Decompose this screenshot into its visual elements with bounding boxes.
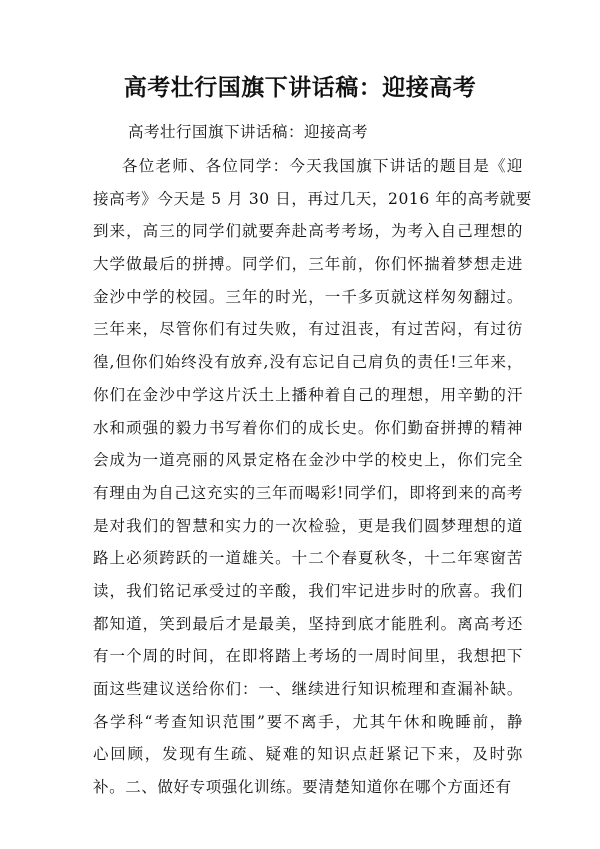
body-line: 补。二、做好专项强化训练。要清楚知道你在哪个方面还有	[93, 778, 512, 797]
body-line: 金沙中学的校园。三年的时光，一千多页就这样匆匆翻过。	[93, 287, 523, 306]
body-line: 各位老师、各位同学：今天我国旗下讲话的题目是《迎	[122, 157, 523, 175]
body-line: 会成为一道亮丽的风景定格在金沙中学的校史上，你们完全	[93, 451, 523, 470]
body-line: 读，我们铭记承受过的辛酸，我们牢记进步时的欣喜。我们	[93, 581, 523, 600]
body-line: 是对我们的智慧和实力的一次检验，更是我们圆梦理想的道	[93, 516, 523, 535]
body-line: 心回顾，发现有生疏、疑难的知识点赶紧记下来，及时弥	[93, 745, 523, 764]
body-line: 有一个周的时间，在即将踏上考场的一周时间里，我想把下	[93, 647, 523, 666]
body-line: 你们在金沙中学这片沃土上播种着自己的理想，用辛勤的汗	[93, 385, 523, 404]
document-title: 高考壮行国旗下讲话稿：迎接高考	[123, 74, 477, 101]
body-line: 有理由为自己这充实的三年而喝彩!同学们，即将到来的高考	[93, 483, 523, 502]
body-line: 都知道，笑到最后才是最美，坚持到底才能胜利。离高考还	[93, 614, 523, 633]
body-line: 面这些建议送给你们：一、继续进行知识梳理和查漏补缺。	[93, 680, 523, 698]
document-subtitle: 高考壮行国旗下讲话稿：迎接高考	[128, 123, 369, 141]
body-line: 三年来，尽管你们有过失败，有过沮丧，有过苦闷，有过彷	[93, 320, 523, 339]
body-line: 徨,但你们始终没有放弃,没有忘记自己肩负的责任!三年来，	[93, 353, 523, 372]
body-line: 大学做最后的拼搏。同学们，三年前，你们怀揣着梦想走进	[93, 255, 523, 274]
body-line: 水和顽强的毅力书写着你们的成长史。你们勤奋拼搏的精神	[93, 418, 523, 437]
body-line: 各学科“考查知识范围”要不离手，尤其午休和晚睡前，静	[93, 712, 523, 731]
body-line: 接高考》今天是 5 月 30 日，再过几天，2016 年的高考就要	[93, 189, 532, 208]
body-line: 到来，高三的同学们就要奔赴高考考场，为考入自己理想的	[93, 222, 523, 241]
body-line: 路上必须跨跃的一道雄关。十二个春夏秋冬，十二年寒窗苦	[93, 549, 523, 568]
speech-body	[93, 150, 532, 804]
